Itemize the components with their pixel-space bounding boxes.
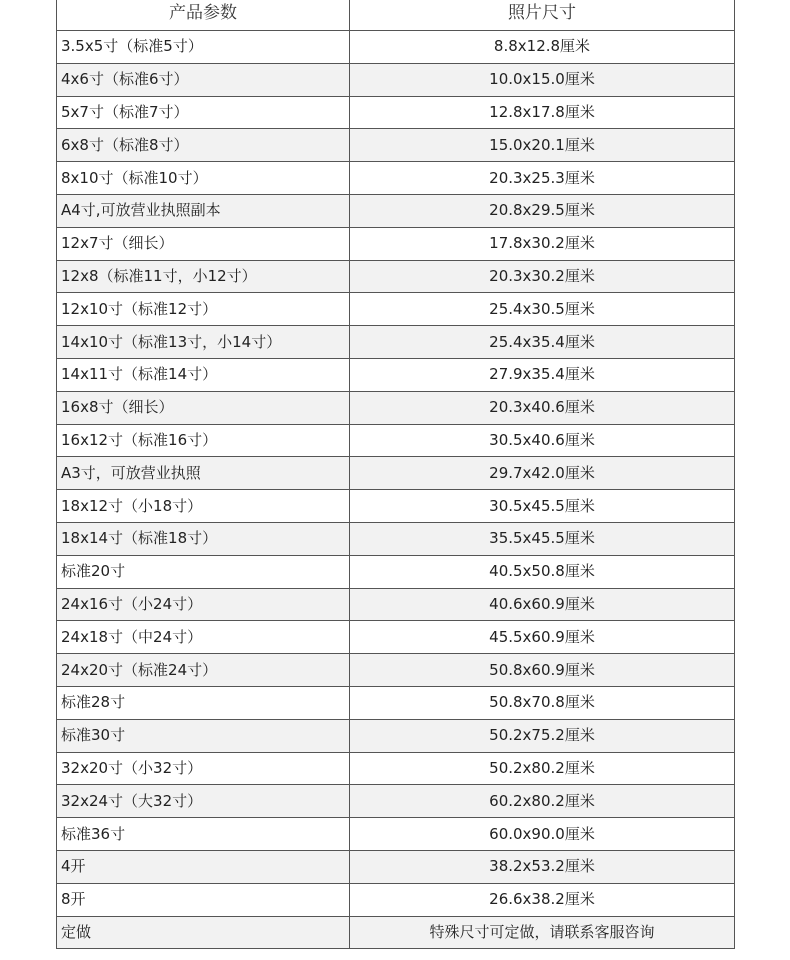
table-row — [57, 719, 735, 752]
table-row — [57, 162, 735, 195]
table-row — [57, 555, 735, 588]
table-row — [57, 31, 735, 64]
row-photo-size: 25.4x30.5厘米 — [350, 293, 735, 326]
table-row — [57, 654, 735, 687]
row-product-param: 18x12寸（小18寸） — [57, 490, 350, 523]
row-product-param: 12x7寸（细长） — [57, 227, 350, 260]
header-product-params: 产品参数 — [57, 0, 350, 31]
table-row — [57, 260, 735, 293]
row-product-param: 8开 — [57, 883, 350, 916]
row-product-param: 32x24寸（大32寸） — [57, 785, 350, 818]
row-product-param: 24x18寸（中24寸） — [57, 621, 350, 654]
row-product-param: 18x14寸（标准18寸） — [57, 522, 350, 555]
row-photo-size: 40.5x50.8厘米 — [350, 555, 735, 588]
row-photo-size: 20.3x40.6厘米 — [350, 391, 735, 424]
row-product-param: 标准20寸 — [57, 555, 350, 588]
row-photo-size: 27.9x35.4厘米 — [350, 358, 735, 391]
row-product-param: 12x10寸（标准12寸） — [57, 293, 350, 326]
row-product-param: 16x12寸（标准16寸） — [57, 424, 350, 457]
row-photo-size: 50.2x75.2厘米 — [350, 719, 735, 752]
row-photo-size: 20.3x25.3厘米 — [350, 162, 735, 195]
table-row — [57, 588, 735, 621]
row-photo-size: 40.6x60.9厘米 — [350, 588, 735, 621]
row-photo-size: 20.8x29.5厘米 — [350, 194, 735, 227]
row-product-param: 16x8寸（细长） — [57, 391, 350, 424]
row-photo-size: 60.0x90.0厘米 — [350, 818, 735, 851]
row-photo-size: 35.5x45.5厘米 — [350, 522, 735, 555]
row-photo-size: 30.5x40.6厘米 — [350, 424, 735, 457]
table-row — [57, 293, 735, 326]
table-body — [57, 31, 735, 949]
row-photo-size: 20.3x30.2厘米 — [350, 260, 735, 293]
row-product-param: 标准36寸 — [57, 818, 350, 851]
row-product-param: A3寸，可放营业执照 — [57, 457, 350, 490]
row-photo-size: 30.5x45.5厘米 — [350, 490, 735, 523]
table-row — [57, 194, 735, 227]
table-row — [57, 358, 735, 391]
row-photo-size: 50.2x80.2厘米 — [350, 752, 735, 785]
table-row — [57, 391, 735, 424]
table-row — [57, 490, 735, 523]
photo-size-table — [56, 0, 735, 949]
row-product-param: 定做 — [57, 916, 350, 949]
row-product-param: 4x6寸（标准6寸） — [57, 63, 350, 96]
row-product-param: 12x8（标准11寸，小12寸） — [57, 260, 350, 293]
row-product-param: 标准28寸 — [57, 686, 350, 719]
row-photo-size: 特殊尺寸可定做，请联系客服咨询 — [350, 916, 735, 949]
row-product-param: 14x10寸（标准13寸，小14寸） — [57, 326, 350, 359]
row-product-param: 8x10寸（标准10寸） — [57, 162, 350, 195]
row-photo-size: 15.0x20.1厘米 — [350, 129, 735, 162]
table-row — [57, 96, 735, 129]
row-product-param: 3.5x5寸（标准5寸） — [57, 31, 350, 64]
table-row — [57, 326, 735, 359]
table-row — [57, 424, 735, 457]
table-row — [57, 686, 735, 719]
table-row — [57, 457, 735, 490]
row-product-param: 6x8寸（标准8寸） — [57, 129, 350, 162]
row-product-param: 32x20寸（小32寸） — [57, 752, 350, 785]
row-product-param: 24x16寸（小24寸） — [57, 588, 350, 621]
row-photo-size: 25.4x35.4厘米 — [350, 326, 735, 359]
table-row — [57, 522, 735, 555]
table-row — [57, 883, 735, 916]
row-photo-size: 50.8x70.8厘米 — [350, 686, 735, 719]
row-photo-size: 29.7x42.0厘米 — [350, 457, 735, 490]
table-row — [57, 916, 735, 949]
row-photo-size: 8.8x12.8厘米 — [350, 31, 735, 64]
header-photo-size: 照片尺寸 — [350, 0, 735, 31]
row-product-param: A4寸,可放营业执照副本 — [57, 194, 350, 227]
row-product-param: 5x7寸（标准7寸） — [57, 96, 350, 129]
table-row — [57, 227, 735, 260]
row-photo-size: 10.0x15.0厘米 — [350, 63, 735, 96]
table-header — [57, 0, 735, 31]
row-photo-size: 26.6x38.2厘米 — [350, 883, 735, 916]
row-photo-size: 60.2x80.2厘米 — [350, 785, 735, 818]
row-product-param: 4开 — [57, 850, 350, 883]
table-row — [57, 752, 735, 785]
row-product-param: 14x11寸（标准14寸） — [57, 358, 350, 391]
row-photo-size: 45.5x60.9厘米 — [350, 621, 735, 654]
table-row — [57, 621, 735, 654]
row-photo-size: 38.2x53.2厘米 — [350, 850, 735, 883]
row-product-param: 标准30寸 — [57, 719, 350, 752]
table-row — [57, 785, 735, 818]
header-row — [57, 0, 735, 31]
table-row — [57, 129, 735, 162]
table-row — [57, 63, 735, 96]
table-row — [57, 850, 735, 883]
row-product-param: 24x20寸（标准24寸） — [57, 654, 350, 687]
table-row — [57, 818, 735, 851]
row-photo-size: 12.8x17.8厘米 — [350, 96, 735, 129]
row-photo-size: 50.8x60.9厘米 — [350, 654, 735, 687]
row-photo-size: 17.8x30.2厘米 — [350, 227, 735, 260]
